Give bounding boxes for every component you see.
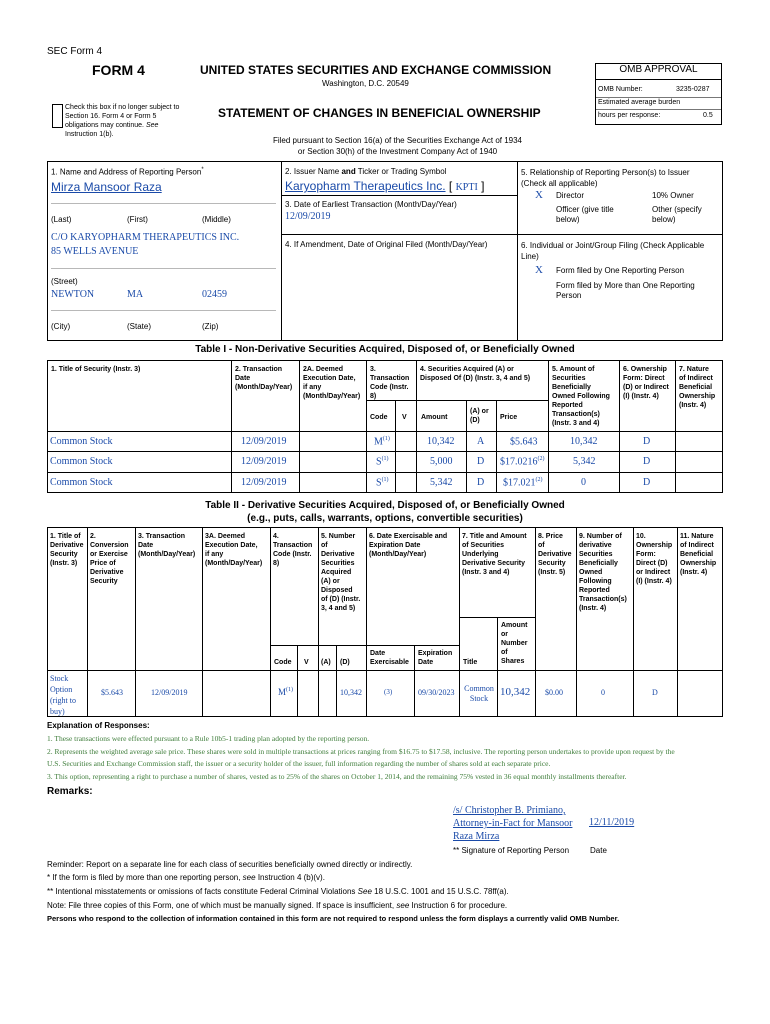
note-file-copies: Note: File three copies of this Form, one of which must be manually signed. If space is insufficient, see Instruction 6 for procedure. — [47, 901, 508, 910]
t2-row-title: Stock Option (right to buy) — [50, 674, 76, 716]
t1-row2-ad: D — [477, 456, 485, 467]
other-label: Other (specify below) — [652, 205, 702, 224]
t2-row-code: $M^{(1)}$ — [278, 687, 294, 697]
t2-h6: 6. Date Exercisable and Expiration Date (Month/Day/Year) — [369, 533, 448, 558]
t1-row2-amount: 5,000 — [430, 456, 453, 467]
t2-row-exercisable: (3) — [384, 688, 393, 696]
t2-h9: 9. Number of derivative Securities Beneficially Owned Following Reported Transaction(s) (Instr. 4) — [579, 533, 627, 612]
statement-title: STATEMENT OF CHANGES IN BENEFICIAL OWNERSHIP — [218, 106, 541, 120]
t1-sub-ad: (A) or (D) — [470, 408, 489, 424]
first-label: (First) — [127, 215, 148, 224]
t2-row-underlying: Common Stock — [464, 684, 494, 703]
omb-number-label: OMB Number: — [598, 86, 643, 93]
ticker-value: KPTI — [455, 182, 478, 193]
explanation-item-2-cont: U.S. Securities and Exchange Commission staff, the issuer or a security holder of the issuer, full information regarding the number of shares sold at each separate price. — [47, 759, 551, 768]
t1-row2-owned: 5,342 — [573, 456, 596, 467]
signature-date: 12/11/2019 — [589, 817, 635, 828]
t1-h2a: 2A. Deemed Execution Date, if any (Month/Day/Year) — [303, 366, 361, 400]
t2-sub-exercisable: Date Exercisable — [370, 650, 409, 666]
t2-h3a: 3A. Deemed Execution Date, if any (Month/Day/Year) — [205, 533, 263, 567]
state-label: (State) — [127, 322, 152, 331]
amendment-label: 4. If Amendment, Date of Original Filed (Month/Day/Year) — [285, 240, 488, 249]
t2-sub-a: (A) — [321, 659, 331, 666]
t1-h1: 1. Title of Security (Instr. 3) — [51, 366, 141, 373]
t2-row-owned: 0 — [601, 688, 605, 697]
omb-title: OMB APPROVAL — [595, 64, 722, 80]
one-person-mark: X — [535, 264, 543, 276]
omb-hours-label: hours per response: — [598, 112, 661, 119]
table2-title: Table II - Derivative Securities Acquired, Disposed of, or Beneficially Owned (e.g., puts, calls, warrants, options, convertible securities) — [205, 500, 565, 524]
t1-row3-title: Common Stock — [50, 477, 113, 488]
explanation-item-3: 3. This option, representing a right to purchase a number of shares, vested as to 25% of the shares on October 1, 2014, and the remaining 75% vested in 36 equal monthly installments thereafter. — [47, 772, 627, 781]
address-line-2: 85 WELLS AVENUE — [51, 246, 139, 257]
t2-h10: 10. Ownership Form: Direct (D) or Indirect (I) (Instr. 4) — [636, 533, 673, 585]
reporting-person-label: 1. Name and Address of Reporting Person* — [51, 167, 204, 177]
last-label: (Last) — [51, 215, 72, 224]
date-label: Date — [590, 846, 607, 855]
earliest-transaction-label: 3. Date of Earliest Transaction (Month/Day/Year) — [285, 200, 457, 209]
t2-h7: 7. Title and Amount of Securities Underlying Derivative Security (Instr. 3 and 4) — [462, 533, 527, 576]
explanation-item-1: 1. These transactions were effected pursuant to a Rule 10b5-1 trading plan adopted by the reporting person. — [47, 734, 370, 743]
t2-h3: 3. Transaction Date (Month/Day/Year) — [138, 533, 196, 558]
reporting-person-name[interactable]: Mirza Mansoor Raza — [51, 180, 162, 194]
note-misstatements: ** Intentional misstatements or omissions of facts constitute Federal Criminal Violations See 18 U.S.C. 1001 and 15 U.S.C. 78ff(a). — [47, 887, 509, 896]
persons-note: Persons who respond to the collection of information contained in this form are not required to respond unless the form displays a currently valid OMB Number. — [47, 914, 620, 923]
zip-value: 02459 — [202, 289, 227, 300]
t1-row1-ad: A — [477, 436, 485, 447]
t1-row2-code: $S^{(1)}$ — [376, 456, 389, 468]
t2-row-shares: 10,342 — [500, 686, 531, 698]
earliest-transaction-date: 12/09/2019 — [285, 211, 331, 222]
agency-address: Washington, D.C. 20549 — [322, 79, 409, 88]
t2-sub-title: Title — [463, 659, 478, 666]
explanation-heading: Explanation of Responses: — [47, 721, 150, 730]
t1-row3-form: D — [643, 477, 651, 488]
city-value: NEWTON — [51, 289, 95, 300]
city-label: (City) — [51, 322, 71, 331]
filed-pursuant: Filed pursuant to Section 16(a) of the Securities Exchange Act of 1934 or Section 30(h) of the Investment Company Act of 1940 — [272, 136, 523, 156]
director-label: Director — [556, 191, 585, 200]
t2-sub-d: (D) — [340, 659, 350, 666]
t2-row-deriv-price: $0.00 — [545, 688, 563, 697]
t2-sub-v: V — [304, 659, 309, 666]
filing-type-label: 6. Individual or Joint/Group Filing (Check Applicable Line) — [521, 241, 705, 261]
ten-percent-owner-label: 10% Owner — [652, 191, 694, 200]
director-mark: X — [535, 189, 543, 201]
t1-row1-price: $5.643 — [510, 436, 538, 448]
middle-label: (Middle) — [202, 215, 231, 224]
t2-row-form: D — [652, 688, 658, 697]
explanation-item-2: 2. Represents the weighted average sale price. These shares were sold in multiple transactions at prices ranging from $16.75 to $17.58, inclusive. The reporting person undertakes to provide upon request by the — [47, 747, 675, 756]
t1-row3-owned: 0 — [581, 477, 586, 488]
t2-sub-amount: Amount or Number of Shares — [501, 622, 528, 665]
t1-row2-title: Common Stock — [50, 456, 113, 467]
t1-row2-date: 12/09/2019 — [241, 456, 287, 467]
t2-row-price: $5.643 — [101, 688, 123, 697]
t1-h7: 7. Nature of Indirect Beneficial Ownership (Instr. 4) — [679, 366, 716, 409]
t1-row1-title: Common Stock — [50, 436, 113, 447]
sec-form-label: SEC Form 4 — [47, 46, 103, 57]
t1-h2: 2. Transaction Date (Month/Day/Year) — [235, 366, 293, 391]
agency-title: UNITED STATES SECURITIES AND EXCHANGE COMMISSION — [200, 63, 552, 77]
t1-row3-ad: D — [477, 477, 485, 488]
table1-title: Table I - Non-Derivative Securities Acquired, Disposed of, or Beneficially Owned — [195, 344, 575, 355]
t2-row-d: 10,342 — [340, 688, 362, 697]
signature-block[interactable]: /s/ Christopher B. Primiano, Attorney-in-Fact for Mansoor Raza Mirza — [453, 805, 573, 842]
t2-h4: 4. Transaction Code (Instr. 8) — [273, 533, 313, 567]
t1-row2-price: $17.0216$^{(2)}$ — [500, 456, 545, 468]
t1-row3-date: 12/09/2019 — [241, 477, 287, 488]
t2-sub-code: Code — [274, 659, 292, 666]
issuer-label: 2. Issuer Name and Ticker or Trading Symbol — [285, 167, 447, 176]
t2-h8: 8. Price of Derivative Security (Instr. 5) — [538, 533, 572, 576]
officer-label: Officer (give title below) — [556, 205, 614, 224]
more-persons-label: Form filed by More than One Reporting Person — [556, 281, 695, 300]
t1-row1-amount: 10,342 — [427, 436, 455, 447]
t1-h6: 6. Ownership Form: Direct (D) or Indirect (I) (Instr. 4) — [623, 366, 669, 400]
t1-row2-form: D — [643, 456, 651, 467]
t2-row-expiration: 09/30/2023 — [418, 688, 455, 697]
t2-h11: 11. Nature of Indirect Beneficial Ownership (Instr. 4) — [680, 533, 717, 576]
t1-sub-code: Code — [370, 414, 388, 421]
t1-row3-price: $17.021$^{(2)}$ — [503, 477, 543, 489]
state-value: MA — [127, 289, 144, 300]
omb-number: 3235-0287 — [676, 86, 710, 93]
remarks-heading: Remarks: — [47, 786, 93, 797]
no-longer-subject-checkbox[interactable] — [52, 104, 63, 128]
t1-row3-amount: 5,342 — [430, 477, 453, 488]
address-line-1: C/O KARYOPHARM THERAPEUTICS INC. — [51, 232, 240, 243]
omb-burden-label: Estimated average burden — [598, 99, 681, 106]
t1-sub-amount: Amount — [421, 414, 448, 421]
t1-row1-form: D — [643, 436, 651, 447]
issuer-name-link[interactable]: Karyopharm Therapeutics Inc. — [285, 179, 446, 193]
form-label: FORM 4 — [92, 62, 145, 78]
relationship-label: 5. Relationship of Reporting Person(s) to Issuer (Check all applicable) — [521, 168, 690, 188]
t1-sub-price: Price — [500, 414, 518, 421]
zip-label: (Zip) — [202, 322, 219, 331]
street-label: (Street) — [51, 277, 78, 286]
t2-h1: 1. Title of Derivative Security (Instr. 3) — [50, 533, 84, 567]
checkbox-instructions: Check this box if no longer subject to Section 16. Form 4 or Form 5 obligations may continue. See Instruction 1(b). — [65, 104, 180, 138]
note-more-persons: * If the form is filed by more than one reporting person, see Instruction 4 (b)(v). — [47, 873, 325, 882]
t2-h5: 5. Number of Derivative Securities Acquired (A) or Disposed of (D) (Instr. 3, 4 and 5) — [321, 533, 361, 612]
t1-h5: 5. Amount of Securities Beneficially Owned Following Reported Transaction(s) (Instr. 3 and 4) — [552, 366, 610, 427]
t1-h3: 3. Transaction Code (Instr. 8) — [370, 366, 410, 400]
one-person-label: Form filed by One Reporting Person — [556, 266, 685, 275]
t2-sub-expiration: Expiration Date — [418, 650, 453, 666]
omb-hours: 0.5 — [703, 112, 713, 119]
t2-h2: 2. Conversion or Exercise Price of Derivative Security — [90, 533, 129, 585]
t1-h4: 4. Securities Acquired (A) or Disposed Of (D) (Instr. 3, 4 and 5) — [420, 366, 531, 382]
issuer-name-ticker: Karyopharm Therapeutics Inc. [ KPTI ] — [285, 179, 485, 193]
t1-row3-code: $S^{(1)}$ — [376, 477, 389, 489]
t1-row1-owned: 10,342 — [570, 436, 598, 447]
t1-sub-v: V — [402, 414, 407, 421]
t2-row-date: 12/09/2019 — [151, 688, 188, 697]
reminder-note: Reminder: Report on a separate line for each class of securities beneficially owned directly or indirectly. — [47, 860, 413, 869]
t1-row1-date: 12/09/2019 — [241, 436, 287, 447]
t1-row1-code: $M^{(1)}$ — [374, 436, 390, 448]
signature-label: ** Signature of Reporting Person — [453, 846, 570, 855]
